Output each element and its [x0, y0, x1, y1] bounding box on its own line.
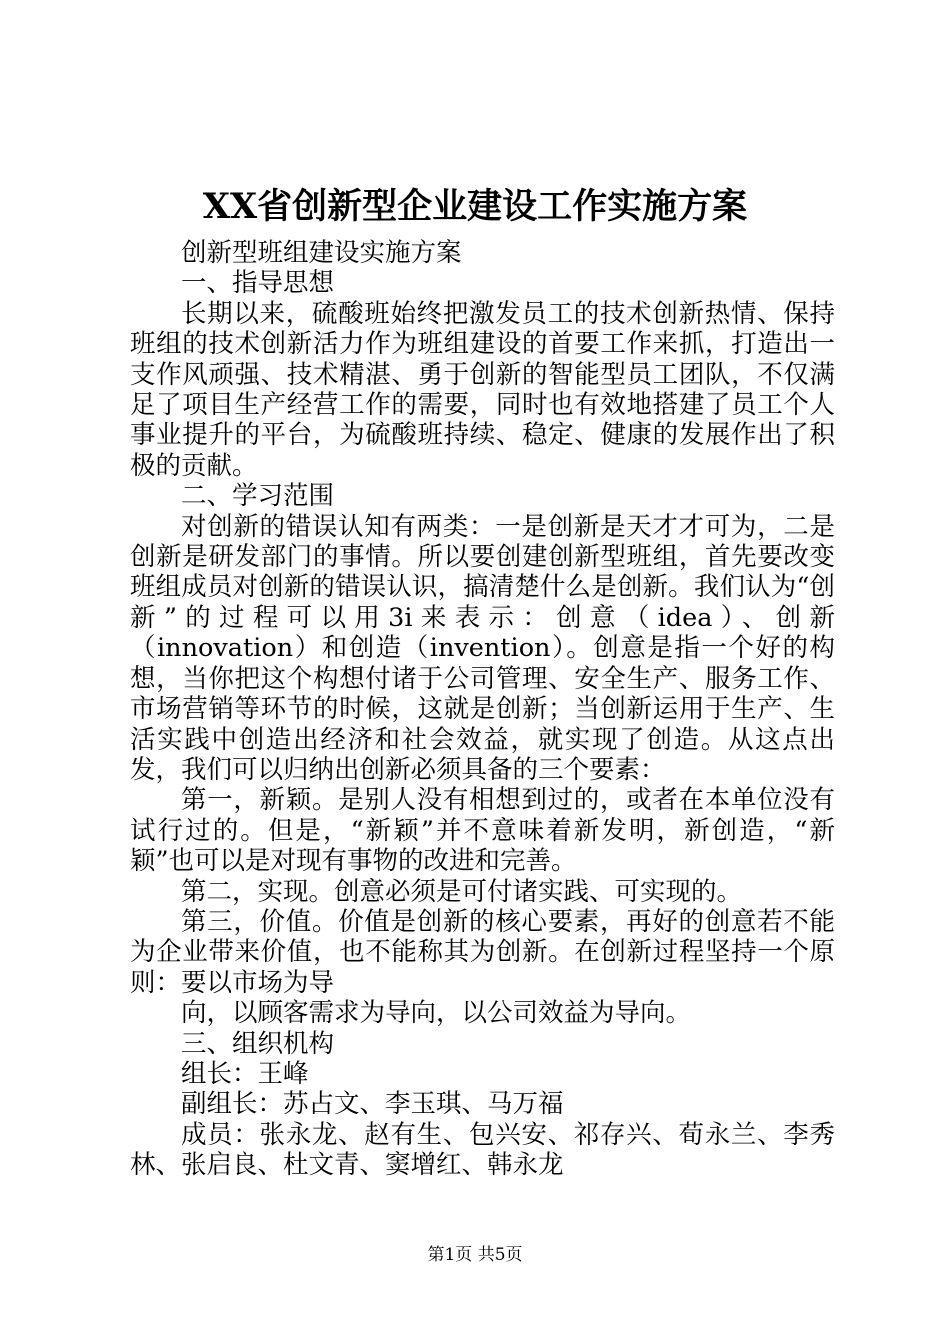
document-title: XX省创新型企业建设工作实施方案 — [202, 186, 748, 227]
paragraph-deputy-leader: 副组长：苏占文、李玉琪、马万福 — [181, 1089, 564, 1120]
paragraph-leader: 组长：王峰 — [181, 1058, 309, 1089]
paragraph: 长期以来，硫酸班始终把激发员工的技术创新热情、保持班组的技术创新活力作为班组建设的首要工作来抓，打造出一支作风顽强、技术精湛、勇于创新的智能型员工团队，不仅满足了项目生产经营工作的需要，同时也有效地搭建了员工个人事业提升的平台，为硫酸班持续、稳定、健康的发展作出了积极的贡献。 — [130, 298, 835, 481]
paragraph: 对创新的错误认知有两类：一是创新是天才才可为，二是创新是研发部门的事情。所以要创建创新型班组，首先要改变班组成员对创新的错误认识，搞清楚什么是创新。我们认为“创新”的过程可以用3i来表示：创意（idea）、创新（innovation）和创造（invention）。创意是指一个好的构想，当你把这个构想付诸于公司管理、安全生产、服务工作、市场营销等环节的时候，这就是创新；当创新运用于生产、生活实践中创造出经济和社会效益，就实现了创造。从这点出发，我们可以归纳出创新必须具备的三个要素： — [130, 511, 835, 785]
paragraph-subtitle: 创新型班组建设实施方案 — [181, 238, 462, 268]
section-heading-organization: 三、组织机构 — [181, 1028, 335, 1059]
page-footer: 第1页 共5页 — [427, 1245, 523, 1265]
paragraph: 第二，实现。创意必须是可付诸实践、可实现的。 — [181, 876, 743, 907]
section-heading-learning-scope: 二、学习范围 — [181, 481, 335, 512]
paragraph: 第一，新颖。是别人没有相想到过的，或者在本单位没有试行过的。但是，“新颖”并不意味着新发明，新创造，“新颖”也可以是对现有事物的改进和完善。 — [130, 785, 835, 877]
paragraph: 向，以顾客需求为导向，以公司效益为导向。 — [181, 998, 692, 1029]
paragraph-members: 成员：张永龙、赵有生、包兴安、祁存兴、荀永兰、李秀林、张启良、杜文青、窦增红、韩永龙 — [130, 1119, 835, 1181]
document-body — [130, 238, 835, 1181]
paragraph: 第三，价值。价值是创新的核心要素，再好的创意若不能为企业带来价值，也不能称其为创新。在创新过程坚持一个原则：要以市场为导 — [130, 906, 835, 998]
section-heading-guiding-thought: 一、指导思想 — [181, 268, 335, 299]
